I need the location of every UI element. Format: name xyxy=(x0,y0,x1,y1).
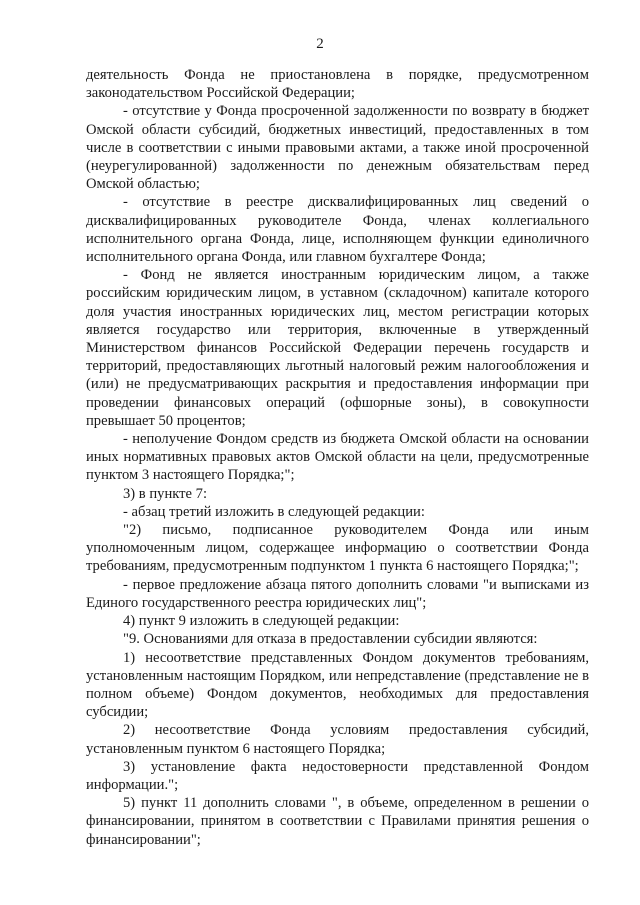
paragraph: 3) установление факта недостоверности представленной Фондом информации."; xyxy=(86,758,589,793)
paragraph: - Фонд не является иностранным юридическим лицом, а также российским юридическим лицом, в уставном (складочном) капитале которого доля участия иностранных юридических лиц, местом регистрации которых является государство или территория, включенные в утвержденный Министерством финансов Российской Федерации перечень государств и территорий, предоставляющих льготный налоговый режим налогообложения и (или) не предусматривающих раскрытия и предоставления информации при проведении финансовых операций (офшорные зоны), в совокупности превышает 50 процентов; xyxy=(86,267,589,429)
page-number: 2 xyxy=(316,36,324,52)
paragraph: - отсутствие в реестре дисквалифицированных лиц сведений о дисквалифицированных руководителе Фонда, членах коллегиального исполнительного органа Фонда, лице, исполняющем функции единоличного исполнительного органа Фонда, или главном бухгалтере Фонда; xyxy=(86,194,589,266)
paragraph: - абзац третий изложить в следующей редакции: xyxy=(123,503,425,520)
paragraph: - отсутствие у Фонда просроченной задолженности по возврату в бюджет Омской области субсидий, бюджетных инвестиций, предоставленных в том числе в соответствии с иными правовыми актами, а также иной просроченной (неурегулированной) задолженности по денежным обязательствам перед Омской областью; xyxy=(86,103,589,193)
paragraph: "2) письмо, подписанное руководителем Фонда или иным уполномоченным лицом, содержащее информацию о соответствии Фонда требованиям, предусмотренным подпунктом 1 пункта 6 настоящего Порядка;"; xyxy=(86,522,589,575)
paragraph: деятельность Фонда не приостановлена в порядке, предусмотренном законодательством Российской Федерации; xyxy=(86,67,589,102)
document-body xyxy=(86,66,589,849)
paragraph: 4) пункт 9 изложить в следующей редакции: xyxy=(123,613,400,630)
paragraph: 2) несоответствие Фонда условиям предоставления субсидий, установленным пунктом 6 настоящего Порядка; xyxy=(86,722,589,757)
paragraph: 1) несоответствие представленных Фондом документов требованиям, установленным настоящим Порядком, или непредставление (представление не в полном объеме) Фондом документов, необходимых для предоставления субсидии; xyxy=(86,649,589,721)
paragraph: - неполучение Фондом средств из бюджета Омской области на основании иных нормативных правовых актов Омской области на цели, предусмотренные пунктом 3 настоящего Порядка;"; xyxy=(86,431,589,484)
paragraph: 5) пункт 11 дополнить словами ", в объеме, определенном в решении о финансировании, принятом в соответствии с Правилами принятия решения о финансировании"; xyxy=(86,795,589,848)
paragraph: - первое предложение абзаца пятого дополнить словами "и выписками из Единого государственного реестра юридических лиц"; xyxy=(86,576,589,611)
paragraph: "9. Основаниями для отказа в предоставлении субсидии являются: xyxy=(123,631,538,648)
paragraph: 3) в пункте 7: xyxy=(123,485,208,502)
